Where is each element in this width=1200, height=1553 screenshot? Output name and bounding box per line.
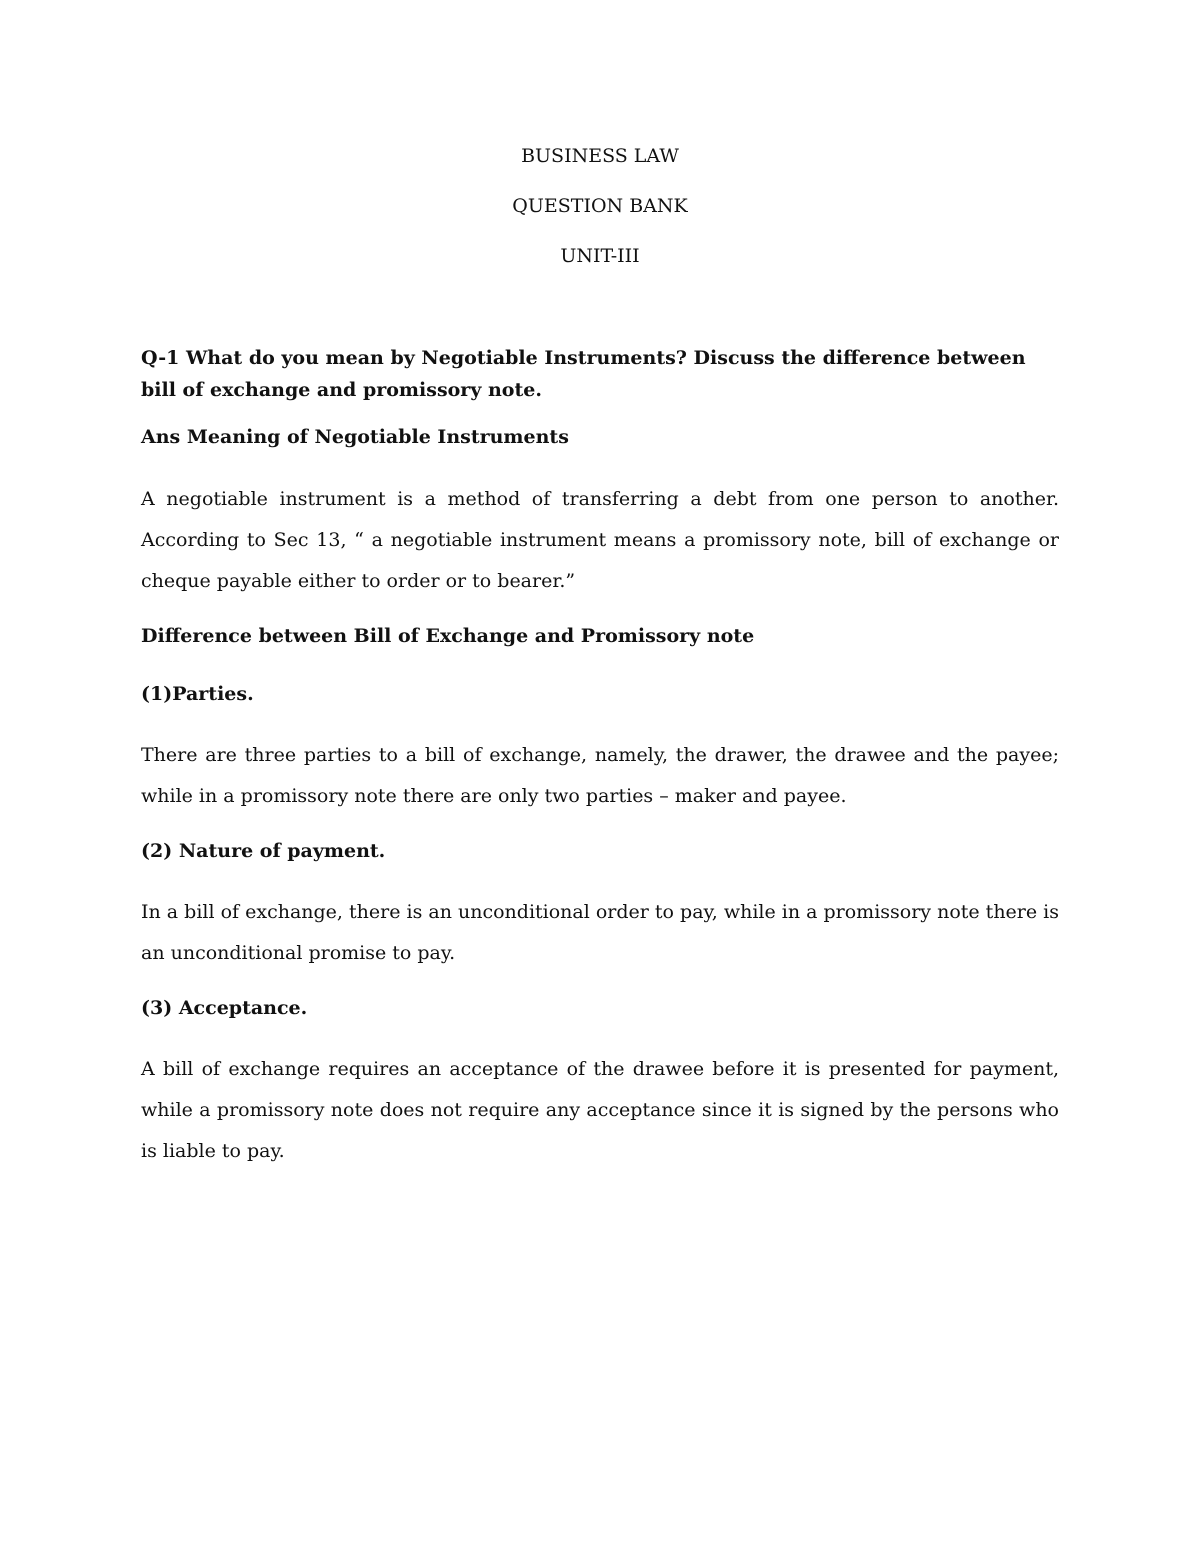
difference-heading: Difference between Bill of Exchange and Promissory note	[141, 625, 755, 647]
meaning-paragraph: A negotiable instrument is a method of transferring a debt from one person to another. According to Sec 13, “ a negotiable instrument means a promissory note, bill of exchange or cheque payable either to order or to bearer.”	[141, 488, 1059, 592]
point-text-acceptance: A bill of exchange requires an acceptance of the drawee before it is presented for payment, while a promissory note does not require any acceptance since it is signed by the persons who is liable to pay.	[141, 1058, 1059, 1162]
point-heading-parties: (1)Parties.	[141, 683, 254, 705]
document-unit: UNIT-III	[560, 245, 640, 267]
question-text: Q-1 What do you mean by Negotiable Instruments? Discuss the difference between bill of exchange and promissory note.	[141, 347, 1026, 401]
document-content	[141, 140, 1059, 1190]
answer-heading: Ans Meaning of Negotiable Instruments	[141, 426, 569, 448]
point-heading-nature-of-payment: (2) Nature of payment.	[141, 840, 386, 862]
point-text-parties: There are three parties to a bill of exchange, namely, the drawer, the drawee and the payee; while in a promissory note there are only two parties – maker and payee.	[141, 744, 1059, 807]
document-subtitle: QUESTION BANK	[512, 195, 688, 217]
point-heading-acceptance: (3) Acceptance.	[141, 997, 308, 1019]
point-text-nature-of-payment: In a bill of exchange, there is an unconditional order to pay, while in a promissory note there is an unconditional promise to pay.	[141, 901, 1059, 964]
document-title: BUSINESS LAW	[521, 145, 679, 167]
